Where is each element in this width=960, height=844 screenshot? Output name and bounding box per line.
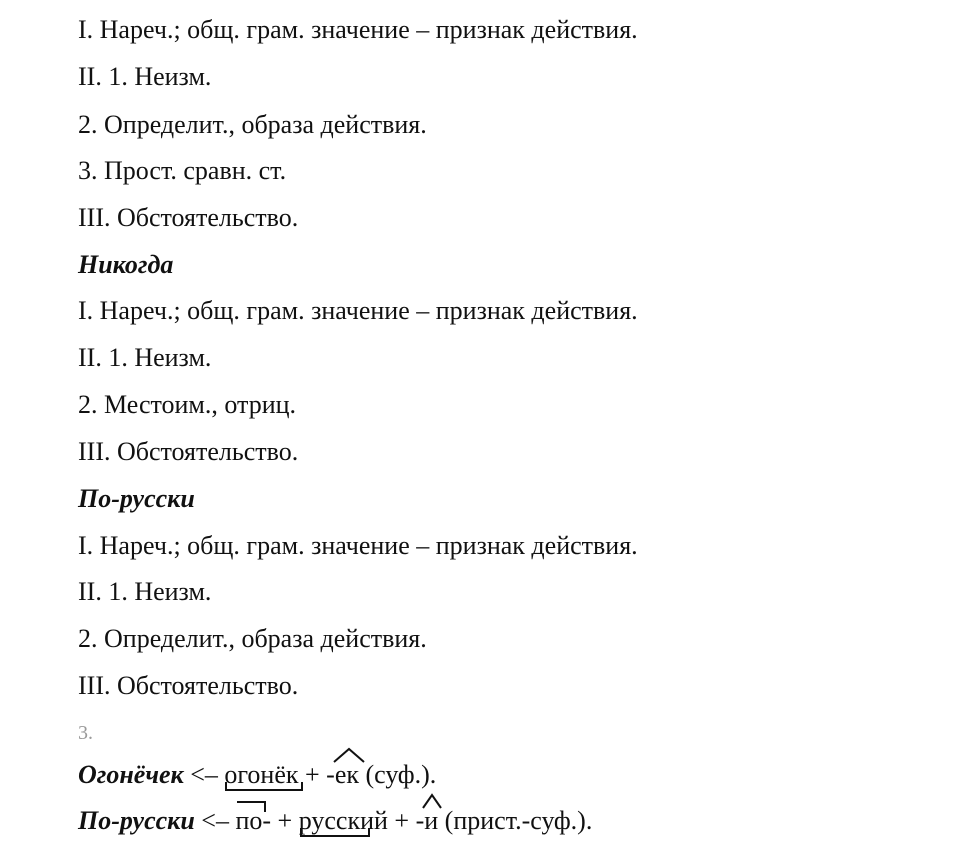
base-word: русский (299, 806, 388, 836)
text-line: I. Нареч.; общ. грам. значение – признак действия. (78, 15, 638, 44)
suffix-morpheme: -и (416, 806, 439, 836)
text-line: II. 1. Неизм. (78, 343, 212, 372)
text-line: I. Нареч.; общ. грам. значение – признак действия. (78, 531, 638, 560)
text-line: III. Обстоятельство. (78, 203, 299, 232)
text-line: 2. Местоим., отриц. (78, 390, 297, 419)
derivation-arrow: <– (194, 806, 236, 835)
derived-word: По-русски (78, 806, 195, 835)
derivation-arrow: <– (183, 760, 225, 789)
text-line: 2. Определит., образа действия. (78, 624, 427, 653)
word-formation-line (78, 760, 436, 790)
text-line: 2. Определит., образа действия. (78, 110, 427, 139)
text-line: II. 1. Неизм. (78, 577, 212, 606)
text-line: II. 1. Неизм. (78, 62, 212, 91)
text-line: III. Обстоятельство. (78, 671, 299, 700)
text-line: 3. Прост. сравн. ст. (78, 156, 287, 185)
formation-note: (прист.-суф.). (438, 806, 593, 835)
prefix-morpheme: по- (235, 806, 271, 836)
plus-sign: + (298, 760, 327, 789)
word-formation-line (78, 806, 592, 836)
word-heading: По-русски (78, 484, 195, 513)
formation-note: (суф.). (359, 760, 437, 789)
suffix-morpheme: -ек (326, 760, 359, 790)
text-line: III. Обстоятельство. (78, 437, 299, 466)
plus-sign: + (271, 806, 299, 835)
text-line: I. Нареч.; общ. грам. значение – признак действия. (78, 296, 638, 325)
word-heading: Никогда (78, 250, 174, 279)
task-number: 3. (78, 722, 93, 744)
derived-word: Огонёчек (78, 760, 184, 789)
plus-sign: + (387, 806, 416, 835)
base-word: огонёк (224, 760, 298, 790)
